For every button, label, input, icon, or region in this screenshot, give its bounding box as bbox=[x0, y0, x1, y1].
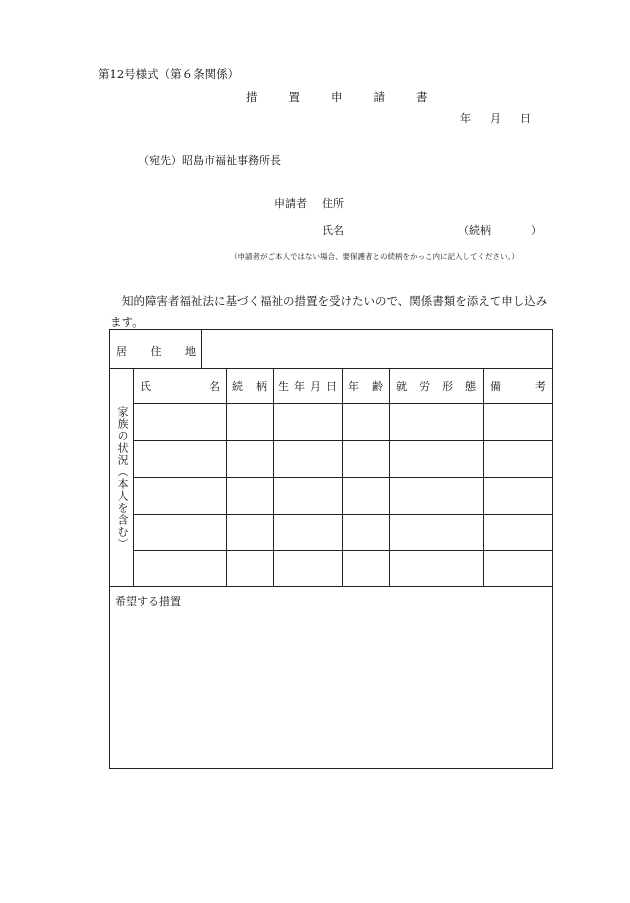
header-char: 齢 bbox=[372, 380, 383, 393]
header-relation bbox=[232, 378, 267, 394]
header-char: 就 bbox=[396, 380, 407, 393]
header-char: 年 bbox=[348, 380, 359, 393]
date-month: 月 bbox=[490, 112, 501, 125]
title-char: 措 bbox=[246, 90, 259, 104]
row-divider bbox=[110, 586, 552, 587]
relation-close: ） bbox=[531, 224, 542, 237]
title-char: 置 bbox=[288, 90, 301, 104]
header-char: 年 bbox=[294, 380, 305, 393]
relation-label: （続柄 bbox=[458, 224, 491, 237]
header-char: 続 bbox=[232, 380, 243, 393]
header-char: 柄 bbox=[256, 380, 267, 393]
date-line bbox=[460, 110, 531, 126]
header-char: 労 bbox=[419, 380, 430, 393]
address-label: 住所 bbox=[322, 197, 344, 210]
header-char: 日 bbox=[326, 380, 337, 393]
col-divider bbox=[483, 368, 484, 586]
date-year: 年 bbox=[460, 112, 471, 125]
header-char: 生 bbox=[278, 380, 289, 393]
residence-char: 住 bbox=[150, 345, 162, 358]
title-char: 請 bbox=[373, 90, 386, 104]
header-birthdate bbox=[278, 378, 337, 394]
header-remarks bbox=[490, 378, 546, 394]
application-table bbox=[109, 329, 553, 769]
header-char: 名 bbox=[209, 380, 220, 393]
applicant-label: 申請者 bbox=[274, 197, 307, 210]
header-char: 氏 bbox=[140, 380, 151, 393]
residence-char: 居 bbox=[116, 345, 127, 358]
header-char: 考 bbox=[535, 380, 546, 393]
residence-label bbox=[116, 343, 196, 359]
residence-char: 地 bbox=[185, 345, 196, 358]
col-divider bbox=[226, 368, 227, 586]
col-divider bbox=[201, 330, 202, 368]
header-employment bbox=[396, 378, 476, 394]
header-char: 月 bbox=[310, 380, 321, 393]
col-divider bbox=[133, 368, 134, 586]
header-name bbox=[140, 378, 220, 394]
desired-measure-label: 希望する措置 bbox=[115, 595, 181, 608]
name-label: 氏名 bbox=[322, 224, 344, 237]
application-statement: 知的障害者福祉法に基づく福祉の措置を受けたいので、関係書類を添えて申し込みます。 bbox=[110, 294, 548, 329]
header-age bbox=[348, 378, 383, 394]
addressee: （宛先）昭島市福祉事務所長 bbox=[138, 154, 281, 167]
header-char: 備 bbox=[490, 380, 501, 393]
document-title bbox=[246, 89, 429, 105]
col-divider bbox=[273, 368, 274, 586]
header-char: 態 bbox=[465, 380, 476, 393]
title-char: 申 bbox=[331, 90, 344, 104]
col-divider bbox=[342, 368, 343, 586]
applicant-note: （申請者がご本人ではない場合、要保護者との続柄をかっこ内に記入してください。） bbox=[230, 252, 519, 261]
header-char: 形 bbox=[442, 380, 453, 393]
family-status-label: 家族の状況（本人を含む） bbox=[116, 406, 129, 550]
form-number: 第12号様式（第６条関係） bbox=[98, 67, 240, 81]
col-divider bbox=[389, 368, 390, 586]
date-day: 日 bbox=[520, 112, 531, 125]
row-divider bbox=[110, 368, 552, 369]
title-char: 書 bbox=[416, 90, 429, 104]
